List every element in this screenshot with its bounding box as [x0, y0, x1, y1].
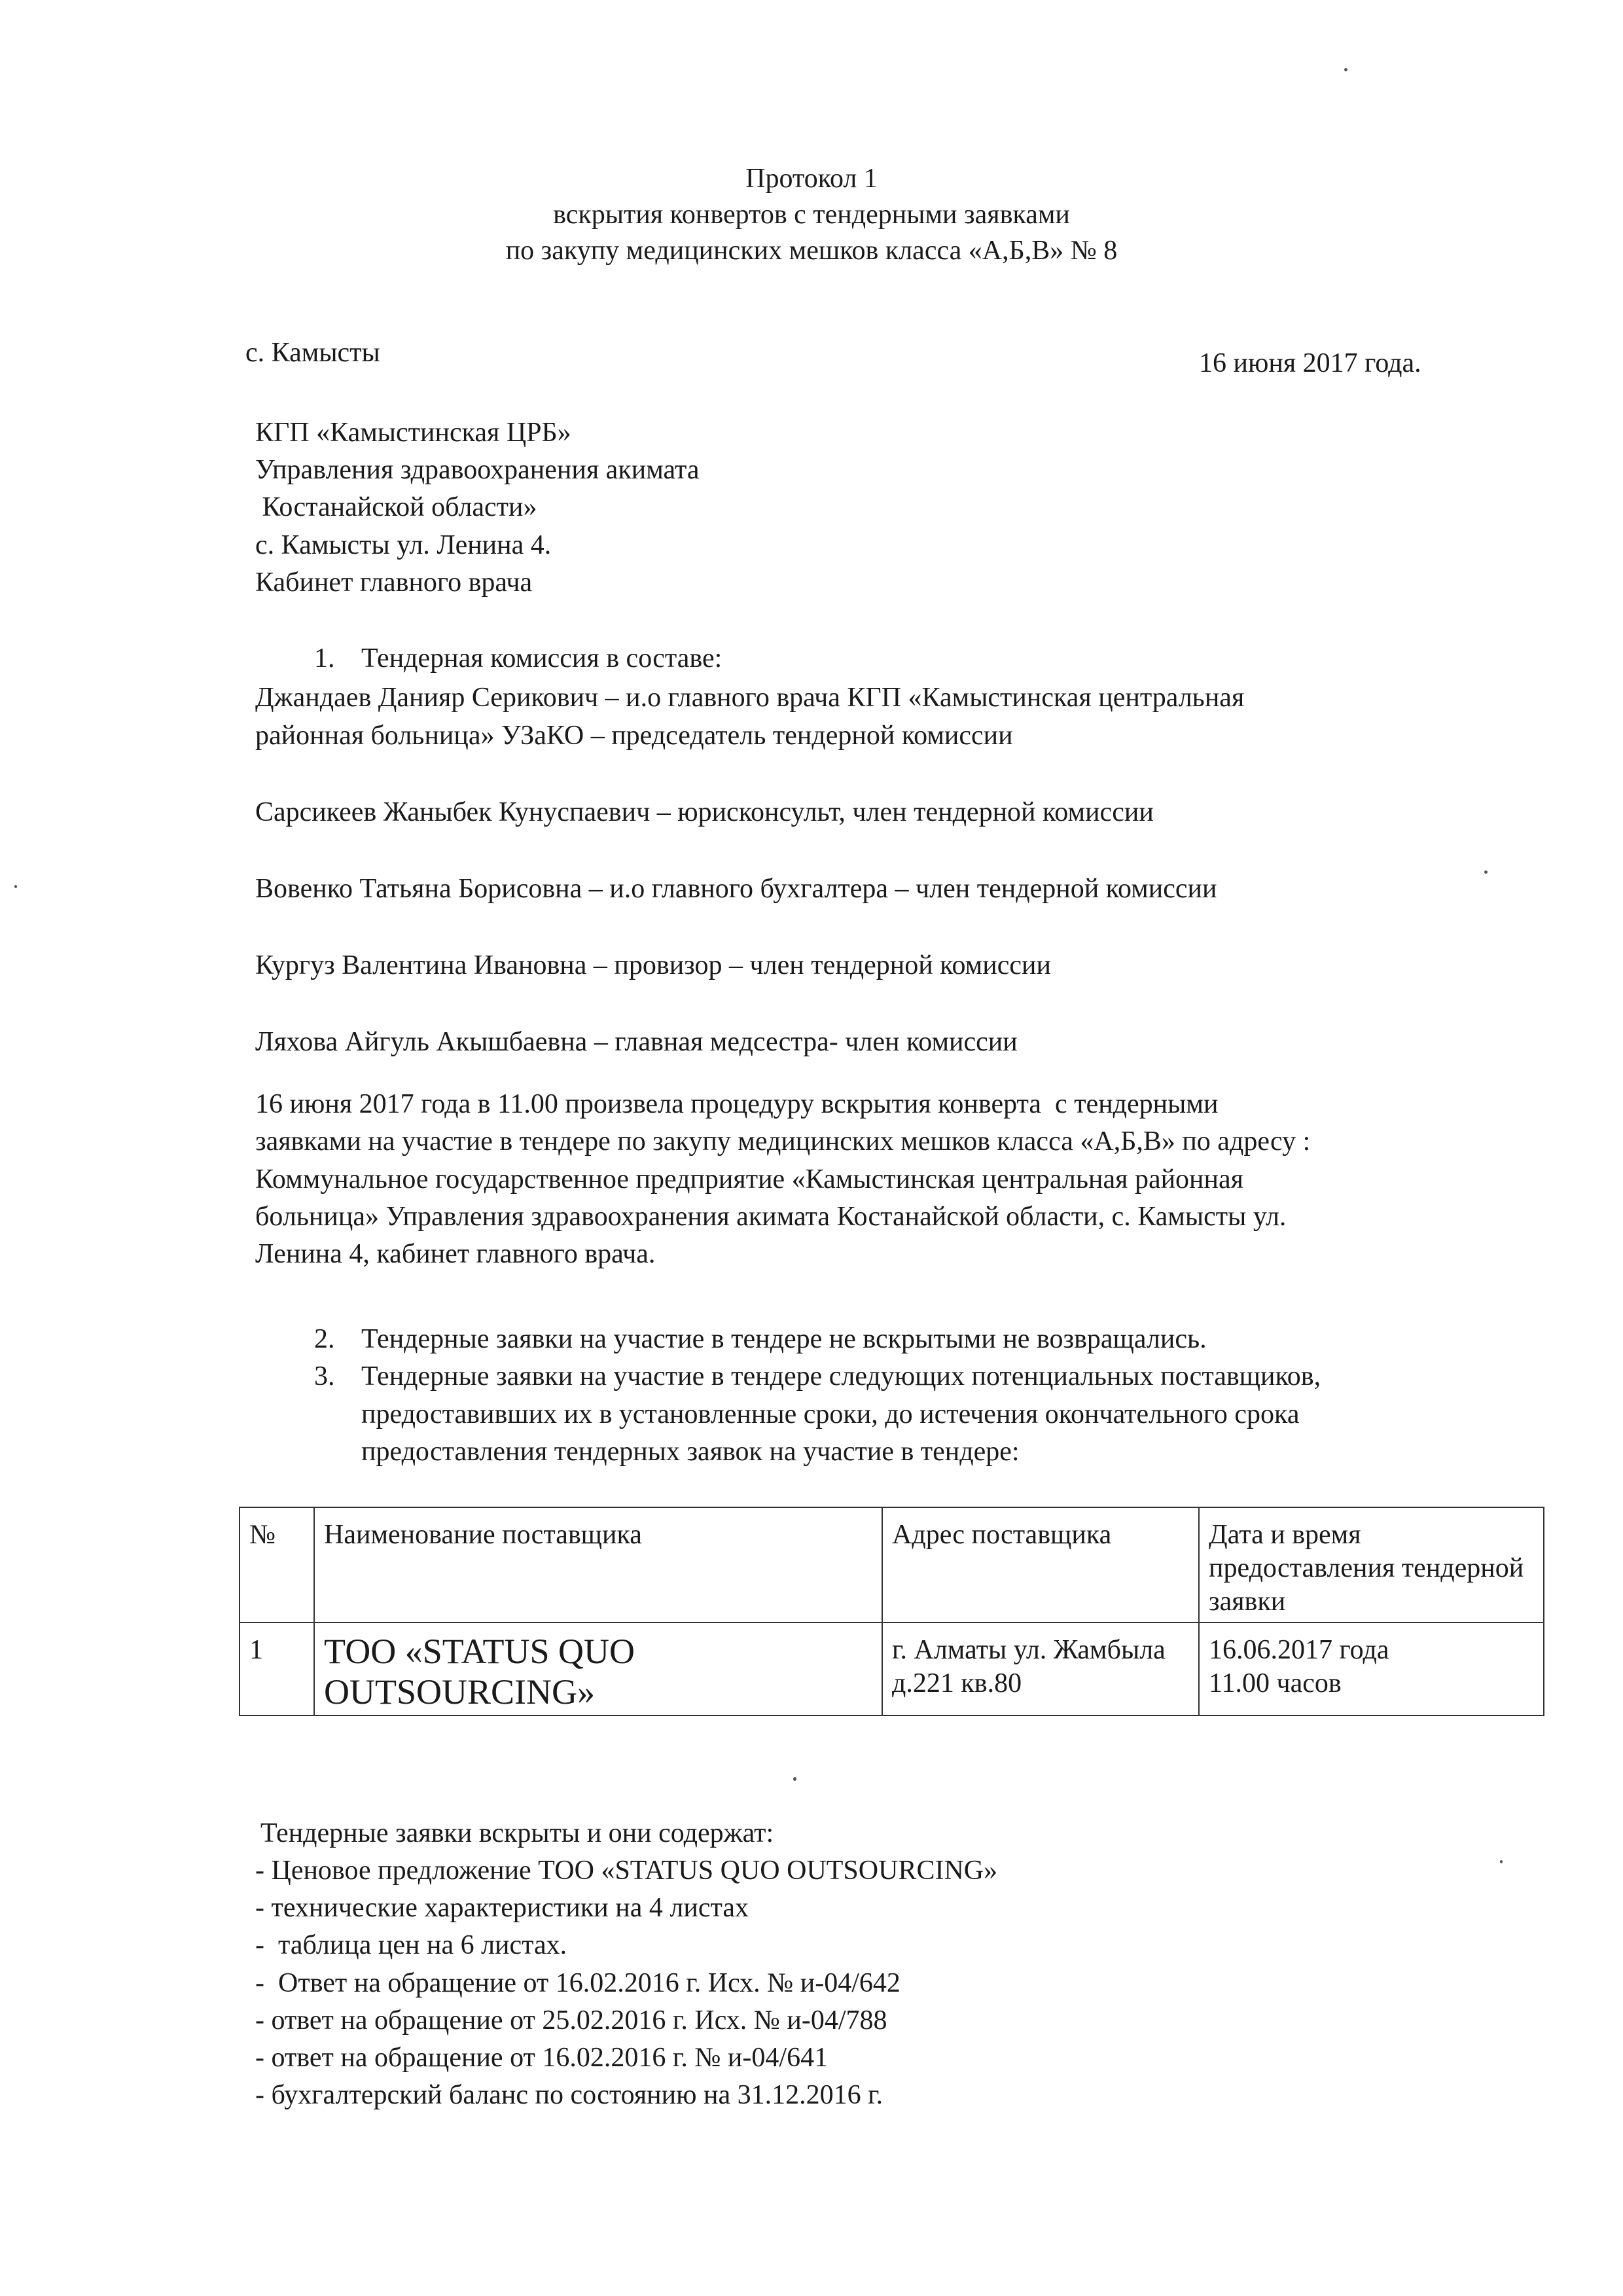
member-2: Сарсикеев Жаныбек Кунуспаевич – юрисконсульт, член тендерной комиссии [255, 797, 1154, 827]
org-line-3: Костанайской области» [255, 492, 537, 522]
item-2-text: Тендерные заявки на участие в тендере не вскрытыми не возвращались. [361, 1324, 1207, 1354]
contents-item-7: - бухгалтерский баланс по состоянию на 31.12.2016 г. [255, 2080, 883, 2110]
procedure-line-2: заявками на участие в тендере по закупу медицинских мешков класса «А,Б,В» по адресу : [255, 1126, 1311, 1157]
procedure-line-3: Коммунальное государственное предприятие «Камыстинская центральная районная [255, 1164, 1243, 1194]
item-1-number: 1. [314, 643, 335, 673]
table-row [240, 1623, 1544, 1715]
procedure-line-4: больница» Управления здравоохранения акимата Костанайской области, с. Камысты ул. [255, 1202, 1287, 1232]
contents-intro: Тендерные заявки вскрыты и они содержат: [260, 1818, 774, 1848]
scan-speck [793, 1777, 796, 1781]
contents-item-6: - ответ на обращение от 16.02.2016 г. № и-04/641 [255, 2043, 829, 2073]
place: с. Камысты [245, 338, 380, 368]
row-submission-datetime [1199, 1623, 1544, 1715]
item-3-line-3: предоставления тендерных заявок на участие в тендере: [361, 1437, 1020, 1467]
member-4: Кургуз Валентина Ивановна – провизор – член тендерной комиссии [255, 950, 1051, 980]
row-supplier-address: г. Алматы ул. Жамбыла д.221 кв.80 [882, 1623, 1199, 1715]
org-line-5: Кабинет главного врача [255, 567, 533, 598]
member-3: Вовенко Татьяна Борисовна – и.о главного бухгалтера – член тендерной комиссии [255, 874, 1217, 904]
title-line-1: Протокол 1 [745, 164, 878, 194]
procedure-line-5: Ленина 4, кабинет главного врача. [255, 1239, 656, 1269]
item-1-text: Тендерная комиссия в составе: [361, 643, 722, 673]
procedure-line-1: 16 июня 2017 года в 11.00 произвела процедуру вскрытия конверта с тендерными [255, 1089, 1219, 1119]
scan-speck [1500, 1860, 1503, 1863]
org-line-1: КГП «Камыстинская ЦРБ» [255, 418, 571, 448]
header-supplier-address: Адрес поставщика [882, 1507, 1199, 1623]
row-supplier-name: ТОО «STATUS QUO OUTSOURCING» [314, 1623, 882, 1715]
bids-table [239, 1507, 1544, 1716]
contents-item-1: - Ценовое предложение ТОО «STATUS QUO OUTSOURCING» [255, 1856, 998, 1886]
item-2-number: 2. [314, 1324, 335, 1354]
member-1-line-2: районная больница» УЗаКО – председатель тендерной комиссии [255, 721, 1013, 751]
org-line-2: Управления здравоохранения акимата [255, 455, 700, 485]
scan-speck [1484, 870, 1488, 874]
member-5: Ляхова Айгуль Акышбаевна – главная медсестра- член комиссии [255, 1027, 1018, 1057]
contents-item-3: - таблица цен на 6 листах. [255, 1930, 567, 1960]
scan-speck [1344, 68, 1347, 71]
row-date: 16.06.2017 года [1209, 1634, 1389, 1665]
item-3-line-2: предоставивших их в установленные сроки, до истечения окончательного срока [361, 1399, 1300, 1429]
item-3-line-1: Тендерные заявки на участие в тендере следующих потенциальных поставщиков, [361, 1361, 1321, 1391]
contents-item-5: - ответ на обращение от 25.02.2016 г. Исх. № и-04/788 [255, 2005, 887, 2036]
header-submission-datetime: Дата и время предоставления тендерной заявки [1199, 1507, 1544, 1623]
table-header-row [240, 1507, 1544, 1623]
row-number: 1 [240, 1623, 314, 1715]
contents-item-2: - технические характеристики на 4 листах [255, 1893, 749, 1923]
contents-item-4: - Ответ на обращение от 16.02.2016 г. Исх. № и-04/642 [255, 1968, 901, 1998]
header-number: № [240, 1507, 314, 1623]
row-time: 11.00 часов [1209, 1668, 1342, 1698]
document-date: 16 июня 2017 года. [1199, 348, 1421, 378]
item-3-number: 3. [314, 1361, 335, 1391]
title-line-3: по закупу медицинских мешков класса «А,Б,В» № 8 [505, 236, 1118, 266]
header-supplier-name: Наименование поставщика [314, 1507, 882, 1623]
org-line-4: с. Камысты ул. Ленина 4. [255, 530, 552, 560]
title-line-2: вскрытия конвертов с тендерными заявками [553, 200, 1070, 230]
scan-speck [14, 885, 17, 888]
member-1-line-1: Джандаев Данияр Серикович – и.о главного врача КГП «Камыстинская центральная [255, 683, 1245, 713]
